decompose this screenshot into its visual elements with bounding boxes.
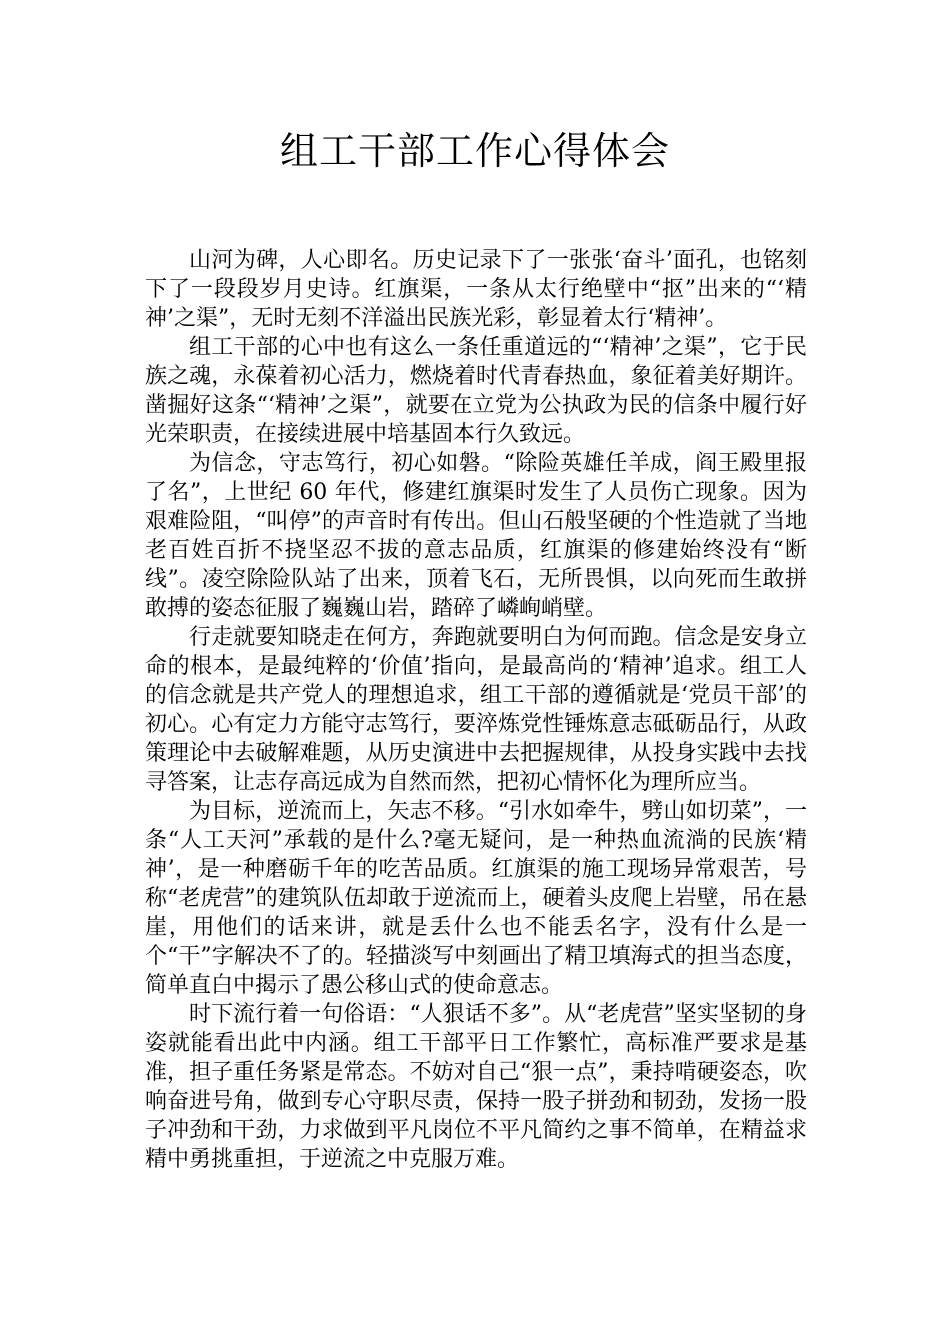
paragraph-2: 组工干部的心中也有这么一条任重道远的“‘精神’之渠”，它于民族之魂，永葆着初心活力，燃烧着时代青春热血，象征着美好期许。凿掘好这条“‘精神’之渠”，就要在立党为公执政为民的信条中履行好光荣职责，在接续进展中培基固本行久致远。 [145,335,807,447]
paragraph-6: 时下流行着一句俗语：“人狠话不多”。从“老虎营”坚实坚韧的身姿就能看出此中内涵。组工干部平日工作繁忙，高标准严要求是基准，担子重任务紧是常态。不妨对自己“狠一点”，秉持啃硬姿态，吹响奋进号角，做到专心守职尽责，保持一股子拼劲和韧劲，发扬一股子冲劲和干劲，力求做到平凡岗位不平凡简约之事不简单，在精益求精中勇挑重担，于逆流之中克服万难。 [145,1002,807,1172]
paragraph-3: 为信念，守志笃行，初心如磐。“除险英雄任羊成，阎王殿里报了名”，上世纪 60 年代，修建红旗渠时发生了人员伤亡现象。因为艰难险阻，“叫停”的声音时有传出。但山石般坚硬的个性造就了当地老百姓百折不挠坚忍不拔的意志品质，红旗渠的修建始终没有“断线”。凌空除险队站了出来，顶着飞石，无所畏惧，以向死而生敢拼敢搏的姿态征服了巍巍山岩，踏碎了嶙峋峭壁。 [145,451,807,621]
paragraph-1: 山河为碑，人心即名。历史记录下了一张张‘奋斗’面孔，也铭刻下了一段段岁月史诗。红旗渠，一条从太行绝壁中“抠”出来的“‘精神’之渠”，无时无刻不洋溢出民族光彩，彰显着太行‘精神’。 [145,248,807,331]
page-title: 组工干部工作心得体会 [279,129,670,173]
paragraph-5: 为目标，逆流而上，矢志不移。“引水如牵牛，劈山如切菜”，一条“人工天河”承载的是什么?毫无疑问，是一种热血流淌的民族‘精神’，是一种磨砺千年的吃苦品质。红旗渠的施工现场异常艰苦，号称“老虎营”的建筑队伍却敢于逆流而上，硬着头皮爬上岩壁，吊在悬崖，用他们的话来讲，就是丢什么也不能丢名字，没有什么是一个“干”字解决不了的。轻描淡写中刻画出了精卫填海式的担当态度，简单直白中揭示了愚公移山式的使命意志。 [145,799,807,998]
paragraph-4: 行走就要知晓走在何方，奔跑就要明白为何而跑。信念是安身立命的根本，是最纯粹的‘价值’指向，是最高尚的‘精神’追求。组工人的信念就是共产党人的理想追求，组工干部的遵循就是‘党员干部’的初心。心有定力方能守志笃行，要淬炼党性锤炼意志砥砺品行，从政策理论中去破解难题，从历史演进中去把握规律，从投身实践中去找寻答案，让志存高远成为自然而然，把初心情怀化为理所应当。 [145,625,807,795]
document-body [145,246,807,1174]
